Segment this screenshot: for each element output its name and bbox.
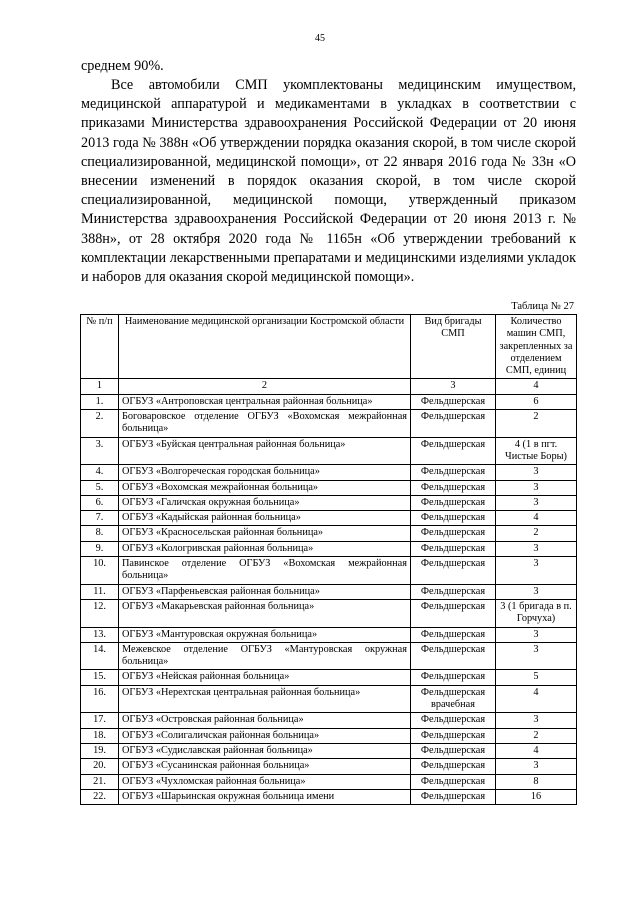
brigade-type: Фельдшерская [411, 599, 496, 627]
organization-name: ОГБУЗ «Макарьевская районная больница» [119, 599, 411, 627]
brigade-type: Фельдшерская [411, 728, 496, 743]
table-row [81, 685, 577, 713]
vehicle-count: 6 [496, 394, 577, 409]
organization-name: ОГБУЗ «Чухломская районная больница» [119, 774, 411, 789]
table-row [81, 557, 577, 585]
row-number: 22. [81, 789, 119, 804]
table-row [81, 670, 577, 685]
paragraph-equipment: Все автомобили СМП укомплектованы медицинским имуществом, медицинской аппаратурой и медикаментами в укладках в соответствии с приказами Министерства здравоохранения Российской Федерации от 20 июня 2013 года № 388н «Об утверждении порядка оказания скорой, в том числе скорой специализированной, медицинской помощи», от 22 января 2016 года № 33н «О внесении изменений в порядок оказания скорой, в том числе скорой специализированной, медицинской помощи, утвержденный приказом Министерства здравоохранения Российской Федерации от 20 июня 2013 г. № 388н», от 28 октября 2020 года № 1165н «Об утверждении требований к комплектации лекарственными препаратами и медицинскими изделиями укладок и наборов для оказания скорой медицинской помощи». [81, 77, 576, 286]
vehicle-count: 3 [496, 480, 577, 495]
brigade-type: Фельдшерская врачебная [411, 685, 496, 713]
brigade-type: Фельдшерская [411, 759, 496, 774]
table-row [81, 789, 577, 804]
header-type: Вид бригады СМП [411, 315, 496, 379]
table-row [81, 627, 577, 642]
table-row [81, 410, 577, 438]
row-number: 12. [81, 599, 119, 627]
table-row [81, 526, 577, 541]
brigade-type: Фельдшерская [411, 557, 496, 585]
page-number: 45 [315, 33, 325, 44]
row-number: 20. [81, 759, 119, 774]
column-number: 2 [119, 379, 411, 394]
brigade-type: Фельдшерская [411, 410, 496, 438]
row-number: 7. [81, 511, 119, 526]
table-row [81, 642, 577, 670]
table-caption: Таблица № 27 [511, 301, 574, 312]
organization-name: Межевское отделение ОГБУЗ «Мантуровская окружная больница» [119, 642, 411, 670]
row-number: 10. [81, 557, 119, 585]
brigade-type: Фельдшерская [411, 670, 496, 685]
table-row [81, 728, 577, 743]
organization-name: ОГБУЗ «Судиславская районная больница» [119, 743, 411, 758]
table-row [81, 759, 577, 774]
header-count: Количество машин СМП, закрепленных за отделением СМП, единиц [496, 315, 577, 379]
row-number: 9. [81, 541, 119, 556]
vehicle-count: 3 [496, 541, 577, 556]
brigade-type: Фельдшерская [411, 789, 496, 804]
table-row [81, 584, 577, 599]
table-row [81, 774, 577, 789]
organization-name: ОГБУЗ «Шарьинская окружная больница имени [119, 789, 411, 804]
vehicle-count: 3 [496, 557, 577, 585]
organization-name: ОГБУЗ «Нейская районная больница» [119, 670, 411, 685]
vehicle-count: 2 [496, 728, 577, 743]
vehicle-count: 4 [496, 511, 577, 526]
brigade-type: Фельдшерская [411, 642, 496, 670]
organization-name: ОГБУЗ «Парфеньевская районная больница» [119, 584, 411, 599]
vehicle-count: 3 (1 бригада в п. Горчуха) [496, 599, 577, 627]
row-number: 13. [81, 627, 119, 642]
table-header-row [81, 315, 577, 379]
organization-name: ОГБУЗ «Антроповская центральная районная больница» [119, 394, 411, 409]
row-number: 18. [81, 728, 119, 743]
table-row [81, 495, 577, 510]
column-number: 3 [411, 379, 496, 394]
organization-name: ОГБУЗ «Волгореческая городская больница» [119, 465, 411, 480]
vehicle-count: 8 [496, 774, 577, 789]
brigade-type: Фельдшерская [411, 437, 496, 465]
vehicle-count: 2 [496, 526, 577, 541]
brigade-type: Фельдшерская [411, 511, 496, 526]
column-number: 1 [81, 379, 119, 394]
paragraph-intro: среднем 90%. [81, 58, 164, 74]
table-row [81, 713, 577, 728]
row-number: 2. [81, 410, 119, 438]
organization-name: ОГБУЗ «Вохомская межрайонная больница» [119, 480, 411, 495]
organization-name: ОГБУЗ «Нерехтская центральная районная больница» [119, 685, 411, 713]
vehicle-count: 4 (1 в пгт. Чистые Боры) [496, 437, 577, 465]
vehicle-count: 3 [496, 495, 577, 510]
brigade-type: Фельдшерская [411, 394, 496, 409]
organization-name: ОГБУЗ «Островская районная больница» [119, 713, 411, 728]
organization-name: ОГБУЗ «Солигаличская районная больница» [119, 728, 411, 743]
brigade-type: Фельдшерская [411, 465, 496, 480]
row-number: 3. [81, 437, 119, 465]
row-number: 17. [81, 713, 119, 728]
organization-name: ОГБУЗ «Мантуровская окружная больница» [119, 627, 411, 642]
table-row [81, 480, 577, 495]
organization-name: Павинское отделение ОГБУЗ «Вохомская межрайонная больница» [119, 557, 411, 585]
organization-name: ОГБУЗ «Красносельская районная больница» [119, 526, 411, 541]
vehicle-count: 3 [496, 627, 577, 642]
brigade-type: Фельдшерская [411, 480, 496, 495]
vehicle-count: 3 [496, 584, 577, 599]
brigade-type: Фельдшерская [411, 713, 496, 728]
row-number: 11. [81, 584, 119, 599]
column-number: 4 [496, 379, 577, 394]
table-body [81, 394, 577, 804]
vehicle-count: 3 [496, 642, 577, 670]
vehicle-count: 3 [496, 759, 577, 774]
vehicle-count: 4 [496, 685, 577, 713]
table-row [81, 511, 577, 526]
row-number: 8. [81, 526, 119, 541]
vehicle-count: 3 [496, 713, 577, 728]
brigade-type: Фельдшерская [411, 774, 496, 789]
table-row [81, 394, 577, 409]
vehicle-count: 3 [496, 465, 577, 480]
row-number: 21. [81, 774, 119, 789]
row-number: 15. [81, 670, 119, 685]
row-number: 4. [81, 465, 119, 480]
organization-name: ОГБУЗ «Сусанинская районная больница» [119, 759, 411, 774]
table-row [81, 437, 577, 465]
brigade-type: Фельдшерская [411, 627, 496, 642]
table-row [81, 599, 577, 627]
brigade-type: Фельдшерская [411, 495, 496, 510]
column-number-row [81, 379, 577, 394]
table-row [81, 465, 577, 480]
vehicle-count: 5 [496, 670, 577, 685]
row-number: 6. [81, 495, 119, 510]
brigade-type: Фельдшерская [411, 526, 496, 541]
organization-name: ОГБУЗ «Галичская окружная больница» [119, 495, 411, 510]
header-num: № п/п [81, 315, 119, 379]
vehicle-count: 4 [496, 743, 577, 758]
row-number: 1. [81, 394, 119, 409]
organization-name: ОГБУЗ «Буйская центральная районная больница» [119, 437, 411, 465]
table-row [81, 541, 577, 556]
row-number: 19. [81, 743, 119, 758]
vehicle-count: 2 [496, 410, 577, 438]
vehicle-count: 16 [496, 789, 577, 804]
row-number: 5. [81, 480, 119, 495]
row-number: 16. [81, 685, 119, 713]
ambulance-table [80, 314, 577, 805]
brigade-type: Фельдшерская [411, 541, 496, 556]
header-name: Наименование медицинской организации Костромской области [119, 315, 411, 379]
organization-name: Боговаровское отделение ОГБУЗ «Вохомская межрайонная больница» [119, 410, 411, 438]
organization-name: ОГБУЗ «Кадыйская районная больница» [119, 511, 411, 526]
row-number: 14. [81, 642, 119, 670]
table-row [81, 743, 577, 758]
brigade-type: Фельдшерская [411, 584, 496, 599]
brigade-type: Фельдшерская [411, 743, 496, 758]
organization-name: ОГБУЗ «Кологривская районная больница» [119, 541, 411, 556]
